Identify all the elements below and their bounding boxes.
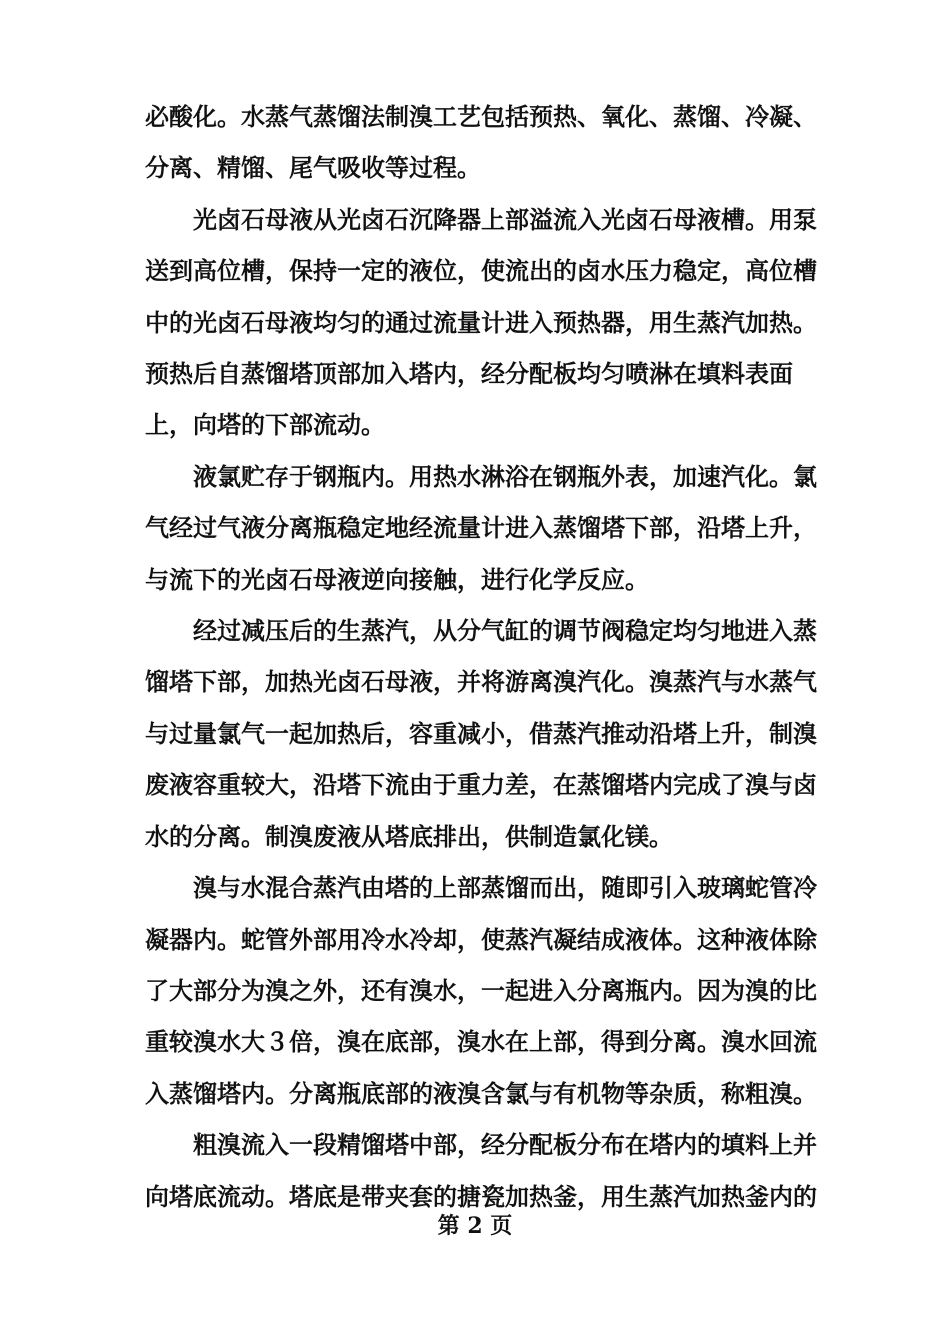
text-line: 水的分离。制溴废液从塔底排出，供制造氯化镁。 [145, 821, 673, 851]
text-line: 经过减压后的生蒸汽，从分气缸的调节阀稳定均匀地进入蒸 [145, 616, 817, 646]
text-line: 预热后自蒸馏塔顶部加入塔内，经分配板均匀喷淋在填料表面 [145, 359, 793, 389]
text-line: 必酸化。水蒸气蒸馏法制溴工艺包括预热、氧化、蒸馏、冷凝、 [145, 102, 817, 131]
text-line: 入蒸馏塔内。分离瓶底部的液溴含氯与有机物等杂质，称粗溴。 [145, 1078, 817, 1108]
text-line: 溴与水混合蒸汽由塔的上部蒸馏而出，随即引入玻璃蛇管冷 [145, 873, 817, 903]
text-line: 分离、精馏、尾气吸收等过程。 [145, 153, 481, 183]
text-line: 凝器内。蛇管外部用冷水冷却，使蒸汽凝结成液体。这种液体除 [145, 924, 817, 954]
text-line: 光卤石母液从光卤石沉降器上部溢流入光卤石母液槽。用泵 [145, 204, 817, 234]
text-line: 中的光卤石母液均匀的通过流量计进入预热器，用生蒸汽加热。 [145, 307, 817, 337]
text-line: 与过量氯气一起加热后，容重减小，借蒸汽推动沿塔上升，制溴 [145, 718, 817, 748]
page-number: 第 2 页 [437, 1213, 513, 1239]
body-text [145, 91, 820, 1222]
text-line: 气经过气液分离瓶稳定地经流量计进入蒸馏塔下部，沿塔上升， [145, 513, 817, 543]
text-line: 重较溴水大３倍，溴在底部，溴水在上部，得到分离。溴水回流 [145, 1027, 817, 1057]
text-line: 馏塔下部，加热光卤石母液，并将游离溴汽化。溴蒸汽与水蒸气 [145, 667, 817, 697]
text-line: 与流下的光卤石母液逆向接触，进行化学反应。 [145, 564, 649, 594]
text-line: 液氯贮存于钢瓶内。用热水淋浴在钢瓶外表，加速汽化。氯 [145, 461, 817, 491]
text-line: 粗溴流入一段精馏塔中部，经分配板分布在塔内的填料上并 [145, 1130, 817, 1160]
text-line: 了大部分为溴之外，还有溴水，一起进入分离瓶内。因为溴的比 [145, 975, 817, 1005]
text-line: 送到高位槽，保持一定的液位，使流出的卤水压力稳定，高位槽 [145, 256, 817, 286]
text-line: 向塔底流动。塔底是带夹套的搪瓷加热釜，用生蒸汽加热釜内的 [145, 1181, 817, 1211]
text-line: 废液容重较大，沿塔下流由于重力差，在蒸馏塔内完成了溴与卤 [145, 770, 817, 800]
text-line: 上，向塔的下部流动。 [145, 410, 385, 440]
